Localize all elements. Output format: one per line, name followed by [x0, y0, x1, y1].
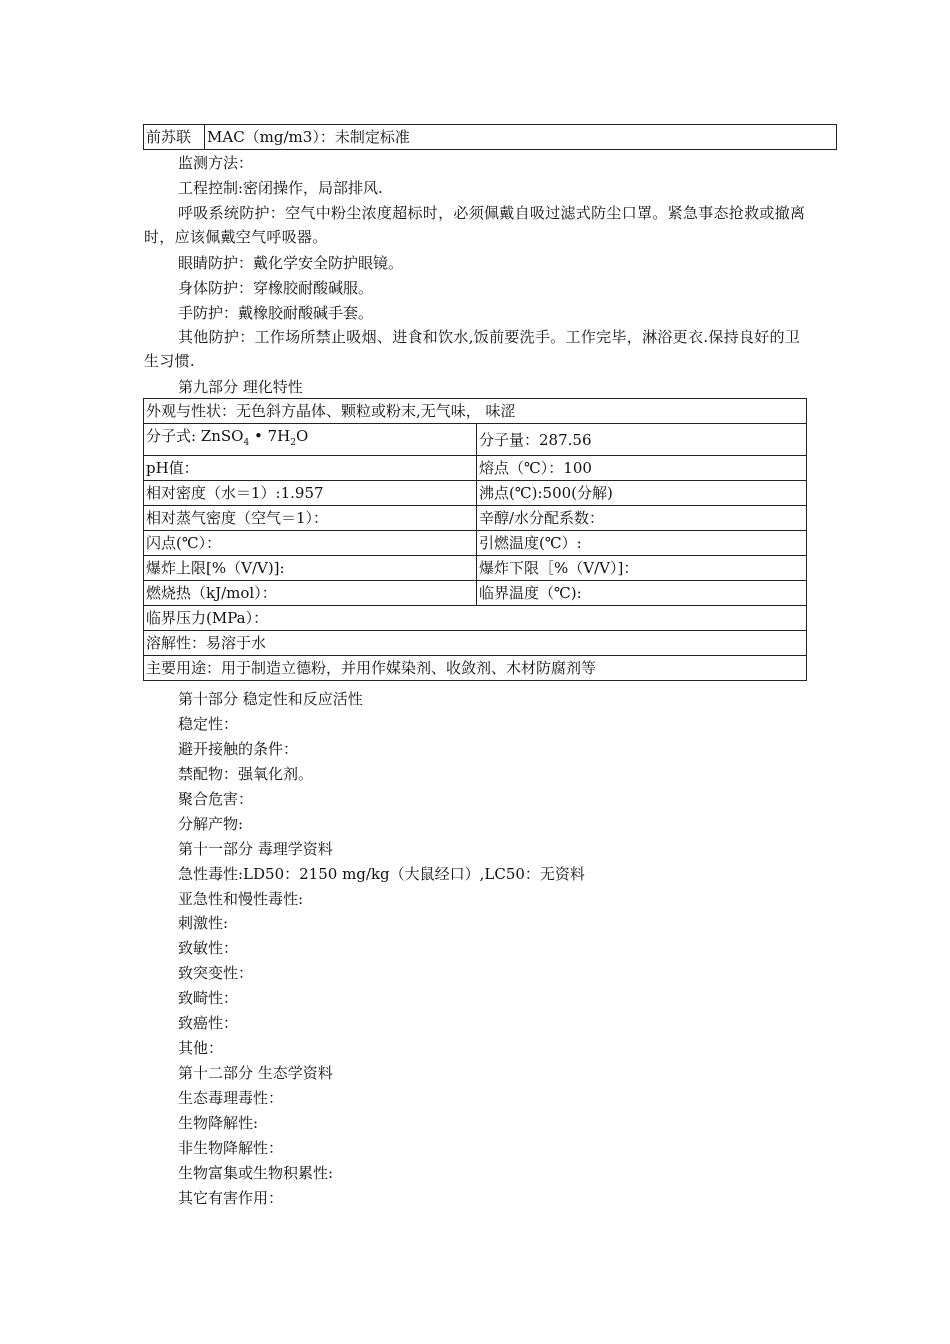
ignition-temp-cell: 引燃温度(℃）: [477, 531, 807, 556]
monitor-method: 监测方法： [178, 154, 254, 172]
lower-limit-cell: 爆炸下限［%（V/V）]： [477, 556, 807, 581]
table-row [144, 606, 807, 631]
usage-cell: 主要用途：用于制造立德粉，并用作媒染剂、收敛剂、木材防腐剂等 [144, 656, 807, 681]
upper-limit-cell: 爆炸上限[%（V/V)]: [144, 556, 477, 581]
formula-subscript: 4 [243, 438, 250, 448]
ecotoxicity-line: 生态毒理毒性： [178, 1089, 284, 1107]
flash-point-cell: 闪点(℃）： [144, 531, 477, 556]
engineering-control: 工程控制:密闭操作，局部排风. [178, 179, 383, 197]
solubility-cell: 溶解性：易溶于水 [144, 631, 807, 656]
eye-protection: 眼睛防护：戴化学安全防护眼镜。 [178, 254, 404, 272]
other-effects-line: 其它有害作用： [178, 1189, 284, 1207]
density-cell: 相对密度（水＝1）:1.957 [144, 481, 477, 506]
physchem-table [143, 398, 807, 681]
appearance-cell: 外观与性状：无色斜方晶体、颗粒或粉末,无气味， 味涩 [144, 399, 807, 424]
section10-heading: 第十部分 稳定性和反应活性 [178, 690, 363, 708]
section12-heading: 第十二部分 生态学资料 [178, 1064, 333, 1082]
abiotic-degradation-line: 非生物降解性： [178, 1139, 284, 1157]
mac-table [143, 124, 837, 150]
table-row [144, 125, 837, 150]
irritation-line: 刺激性: [178, 914, 229, 932]
table-row [144, 531, 807, 556]
table-row [144, 481, 807, 506]
vapor-density-cell: 相对蒸气密度（空气＝1）： [144, 506, 477, 531]
table-row [144, 456, 807, 481]
critical-temp-cell: 临界温度（℃): [477, 581, 807, 606]
formula-text: • 7H [249, 427, 291, 445]
table-row [144, 556, 807, 581]
mac-country-cell: 前苏联 [144, 125, 205, 150]
formula-cell [144, 424, 477, 456]
molecular-weight-cell: 分子量：287.56 [477, 424, 807, 456]
ph-cell: pH值： [144, 456, 477, 481]
body-protection: 身体防护：穿橡胶耐酸碱服。 [178, 279, 374, 297]
combustion-heat-cell: 燃烧热（kJ/mol）： [144, 581, 477, 606]
critical-pressure-cell: 临界压力(MPa）： [144, 606, 807, 631]
sensitization-line: 致敏性： [178, 939, 239, 957]
partition-coefficient-cell: 辛醇/水分配系数： [477, 506, 807, 531]
mac-value-cell: MAC（mg/m3）：未制定标准 [205, 125, 837, 150]
decomposition-line: 分解产物: [178, 815, 244, 833]
melting-point-cell: 熔点（℃）：100 [477, 456, 807, 481]
incompatible-line: 禁配物：强氧化剂。 [178, 765, 314, 783]
boiling-point-cell: 沸点(℃):500(分解) [477, 481, 807, 506]
formula-subscript: 2 [290, 438, 296, 448]
section9-heading: 第九部分 理化特性 [178, 378, 303, 396]
table-row [144, 581, 807, 606]
avoid-conditions-line: 避开接触的条件： [178, 740, 299, 758]
hand-protection: 手防护：戴橡胶耐酸碱手套。 [178, 304, 374, 322]
section11-heading: 第十一部分 毒理学资料 [178, 840, 333, 858]
other-protection: 其他防护：工作场所禁止吸烟、进食和饮水,饭前要洗手。工作完毕，淋浴更衣.保持良好的卫生习惯. [144, 328, 801, 370]
bioaccumulation-line: 生物富集或生物积累性: [178, 1164, 334, 1182]
subacute-toxicity-line: 亚急性和慢性毒性: [178, 890, 304, 908]
polymerization-line: 聚合危害： [178, 790, 254, 808]
biodegradation-line: 生物降解性: [178, 1114, 259, 1132]
teratogenicity-line: 致畸性： [178, 989, 239, 1007]
other-toxicity-line: 其他： [178, 1039, 224, 1057]
formula-text: 分子式: ZnSO [146, 427, 244, 445]
carcinogenicity-line: 致癌性： [178, 1014, 239, 1032]
table-row [144, 656, 807, 681]
respiratory-protection: 呼吸系统防护：空气中粉尘浓度超标时，必须佩戴自吸过滤式防尘口罩。紧急事态抢救或撤离时，应该佩戴空气呼吸器。 [144, 204, 806, 246]
mutagenicity-line: 致突变性： [178, 964, 254, 982]
stability-line: 稳定性： [178, 715, 239, 733]
table-row [144, 424, 807, 456]
formula-text: O [295, 427, 309, 445]
table-row [144, 399, 807, 424]
acute-toxicity-line: 急性毒性:LD50：2150 mg/kg（大鼠经口）,LC50：无资料 [178, 865, 585, 883]
table-row [144, 506, 807, 531]
table-row [144, 631, 807, 656]
